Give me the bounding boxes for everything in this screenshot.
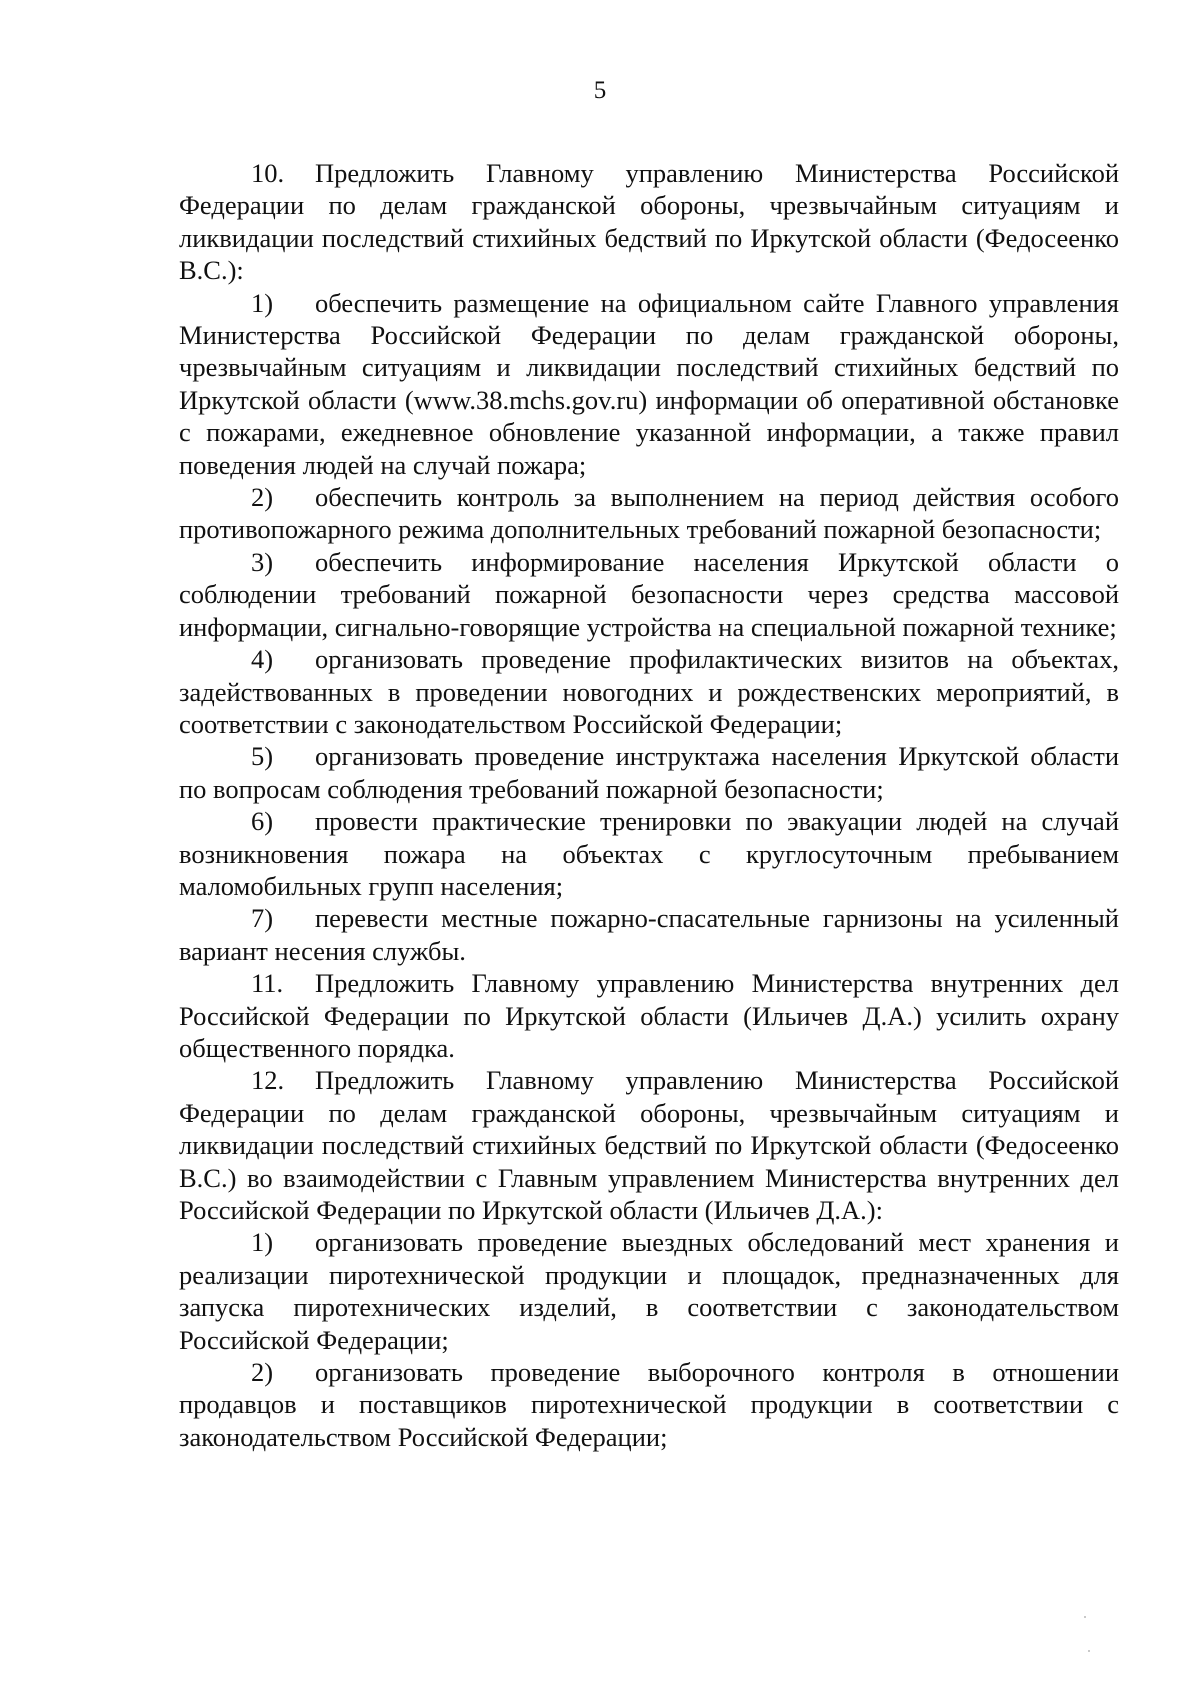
paragraph-text: Предложить Главному управлению Министерства Российской Федерации по делам гражданской обороны, чрезвычайным ситуациям и ликвидации последствий стихийных бедствий по Иркутской области (Федосеенко В.С.): xyxy=(179,158,1119,286)
paragraph-number: 1) xyxy=(251,1227,274,1258)
page-number: 5 xyxy=(593,77,607,104)
paragraph-number: 1) xyxy=(251,287,274,318)
paragraph-12-item-1 xyxy=(179,1226,1119,1356)
paragraph-12-item-2 xyxy=(179,1356,1119,1453)
paragraph-10-item-5 xyxy=(179,740,1119,805)
paragraph-10-item-3 xyxy=(179,546,1119,643)
paragraph-text: обеспечить контроль за выполнением на период действия особого противопожарного режима дополнительных требований пожарной безопасности; xyxy=(179,482,1119,545)
scan-speck xyxy=(1088,1650,1090,1652)
paragraph-12 xyxy=(179,1064,1119,1226)
paragraph-text: Предложить Главному управлению Министерства Российской Федерации по делам гражданской обороны, чрезвычайным ситуациям и ликвидации последствий стихийных бедствий по Иркутской области (Федосеенко В.С.) во взаимодействии с Главным управлением Министерства внутренних дел Российской Федерации по Иркутской области (Ильичев Д.А.): xyxy=(179,1065,1119,1225)
paragraph-number: 6) xyxy=(251,806,274,837)
paragraph-10-item-1 xyxy=(179,287,1119,481)
paragraph-10-item-6 xyxy=(179,805,1119,902)
paragraph-text: организовать проведение инструктажа населения Иркутской области по вопросам соблюдения требований пожарной безопасности; xyxy=(179,741,1119,804)
paragraph-number: 3) xyxy=(251,546,274,577)
paragraph-text: провести практические тренировки по эвакуации людей на случай возникновения пожара на объектах с круглосуточным пребыванием маломобильных групп населения; xyxy=(179,806,1119,901)
paragraph-number: 4) xyxy=(251,644,274,675)
paragraph-number: 2) xyxy=(251,482,274,513)
paragraph-text: организовать проведение профилактических визитов на объектах, задействованных в проведении новогодних и рождественских мероприятий, в соответствии с законодательством Российской Федерации; xyxy=(179,644,1119,739)
paragraph-11 xyxy=(179,967,1119,1064)
paragraph-10-item-4 xyxy=(179,643,1119,740)
paragraph-number: 11. xyxy=(251,968,284,999)
paragraph-text: Предложить Главному управлению Министерства внутренних дел Российской Федерации по Иркутской области (Ильичев Д.А.) усилить охрану общественного порядка. xyxy=(179,968,1119,1063)
paragraph-number: 2) xyxy=(251,1357,274,1388)
scan-speck xyxy=(1084,1616,1086,1618)
document-body xyxy=(179,157,1119,1453)
paragraph-text: организовать проведение выборочного контроля в отношении продавцов и поставщиков пиротехнической продукции в соответствии с законодательством Российской Федерации; xyxy=(179,1357,1119,1452)
paragraph-number: 7) xyxy=(251,903,274,934)
paragraph-number: 5) xyxy=(251,741,274,772)
paragraph-text: организовать проведение выездных обследований мест хранения и реализации пиротехнической продукции и площадок, предназначенных для запуска пиротехнических изделий, в соответствии с законодательством Российской Федерации; xyxy=(179,1227,1119,1355)
paragraph-text: обеспечить информирование населения Иркутской области о соблюдении требований пожарной безопасности через средства массовой информации, сигнально-говорящие устройства на специальной пожарной технике; xyxy=(179,546,1119,642)
paragraph-text: перевести местные пожарно-спасательные гарнизоны на усиленный вариант несения службы. xyxy=(179,903,1119,966)
paragraph-text: обеспечить размещение на официальном сайте Главного управления Министерства Российской Федерации по делам гражданской обороны, чрезвычайным ситуациям и ликвидации последствий стихийных бедствий по Иркутской области (www.38.mchs.gov.ru) информации об оперативной обстановке с пожарами, ежедневное обновление указанной информации, а также правил поведения людей на случай пожара; xyxy=(179,287,1119,480)
paragraph-number: 12. xyxy=(251,1065,285,1096)
paragraph-10-item-7 xyxy=(179,902,1119,967)
paragraph-number: 10. xyxy=(251,158,285,188)
paragraph-10-item-2 xyxy=(179,481,1119,546)
paragraph-10 xyxy=(179,157,1119,287)
